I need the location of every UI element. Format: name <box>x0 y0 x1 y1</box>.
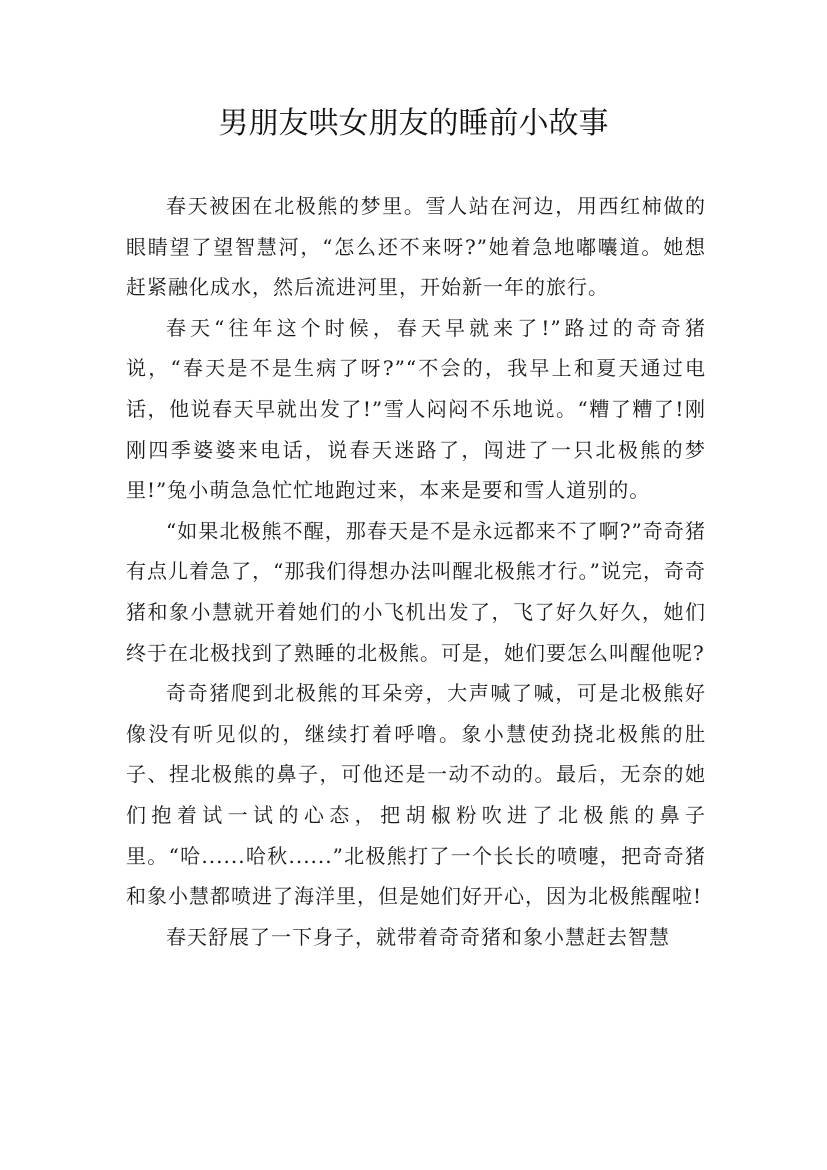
paragraph: 奇奇猪爬到北极熊的耳朵旁，大声喊了喊，可是北极熊好像没有听见似的，继续打着呼噜。象小慧使劲挠北极熊的肚子、捏北极熊的鼻子，可他还是一动不动的。最后，无奈的她们抱着试一试的心态，把胡椒粉吹进了北极熊的鼻子里。“哈......哈秋......”北极熊打了一个长长的喷嚏，把奇奇猪和象小慧都喷进了海洋里，但是她们好开心，因为北极熊醒啦! <box>126 681 706 909</box>
paragraph: 春天“往年这个时候，春天早就来了!”路过的奇奇猪说，“春天是不是生病了呀?”“不会的，我早上和夏天通过电话，他说春天早就出发了!”雪人闷闷不乐地说。“糟了糟了!刚刚四季婆婆来电话，说春天迷路了，闯进了一只北极熊的梦里!”兔小萌急急忙忙地跑过来，本来是要和雪人道别的。 <box>126 315 706 503</box>
paragraph: 春天舒展了一下身子，就带着奇奇猪和象小慧赶去智慧 <box>166 924 670 949</box>
document-body <box>126 186 706 957</box>
paragraph: “如果北极熊不醒，那春天是不是永远都来不了啊?”奇奇猪有点儿着急了，“那我们得想办法叫醒北极熊才行。”说完，奇奇猪和象小慧就开着她们的小飞机出发了，飞了好久好久，她们终于在北极找到了熟睡的北极熊。可是，她们要怎么叫醒他呢? <box>126 518 706 665</box>
document-title: 男朋友哄女朋友的睡前小故事 <box>218 106 609 141</box>
paragraph: 春天被困在北极熊的梦里。雪人站在河边，用西红柿做的眼睛望了望智慧河，“怎么还不来呀?”她着急地嘟囔道。她想赶紧融化成水，然后流进河里，开始新一年的旅行。 <box>126 194 706 300</box>
